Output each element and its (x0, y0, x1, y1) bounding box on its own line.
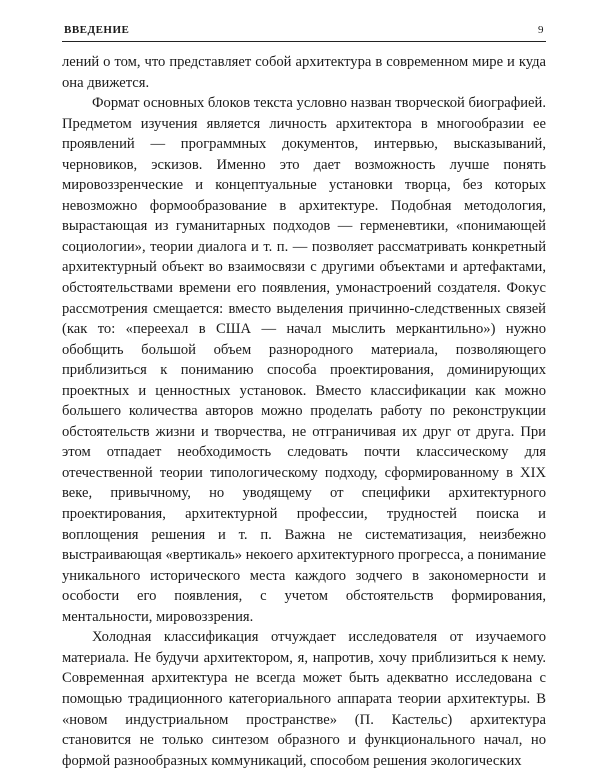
paragraph-classification: Холодная классификация отчуждает исследователя от изучаемого материала. Не будучи архитектором, я, напротив, хочу приблизиться к нему. Современная архитектура не всегда может быть адекватно исследована с помощью традиционного категориального аппарата теории архитектуры. В «новом индустриальном пространстве» (П. Кастельс) архитектура становится не только синтезом образного и функционального начал, но формой разнообразных коммуникаций, способом решения экологических (62, 629, 546, 769)
paragraph-format: Формат основных блоков текста условно назван творческой биографией. Предметом изучения является личность архитектора в многообразии ее проявлений — программных документов, интервью, высказываний, черновиков, эскизов. Именно это дает возможность лучше понять мировоззренческие и концептуальные установки творца, без которых невозможно формообразование в архитектуре. Подобная методология, вырастающая из гуманитарных подходов — герменевтики, «понимающей социологии», теории диалога и т. п. — позволяет рассматривать конкретный архитектурный объект во взаимосвязи с другими объектами и артефактами, обстоятельствами времени его появления, умонастроений создателя. Фокус рассмотрения смещается: вместо выделения причинно-следственных связей (как то: «переехал в США — начал мыслить меркантильно») нужно обобщить большой объем разнородного материала, позволяющего приблизиться к пониманию способа проектирования, доминирующих проектных и ценностных установок. Вместо классификации как можно большего количества авторов можно проделать работу по реконструкции обстоятельств жизни и творчества, не отграничивая их друг от друга. При этом отпадает необходимость следовать почти классическому для отечественной теории типологическому подходу, сформированному в XIX веке, привычному, но уводящему от специфики архитектурного проектирования, архитектурной профессии, трудностей поиска и воплощения решения и т. п. Важна не систематизация, неизбежно выстраивающая «вертикаль» некоего архитектурного прогресса, а понимание уникального исторического места каждого зодчего в закономерности и особости его появления, с учетом обстоятельств формирования, ментальности, мировоззрения. (62, 95, 546, 625)
body-text (62, 52, 546, 771)
paragraph-continued: лений о том, что представляет собой архитектура в современном мире и куда она движется. (62, 54, 546, 91)
running-head (62, 24, 546, 42)
section-title: ВВЕДЕНИЕ (64, 24, 130, 36)
page-number: 9 (538, 24, 544, 36)
